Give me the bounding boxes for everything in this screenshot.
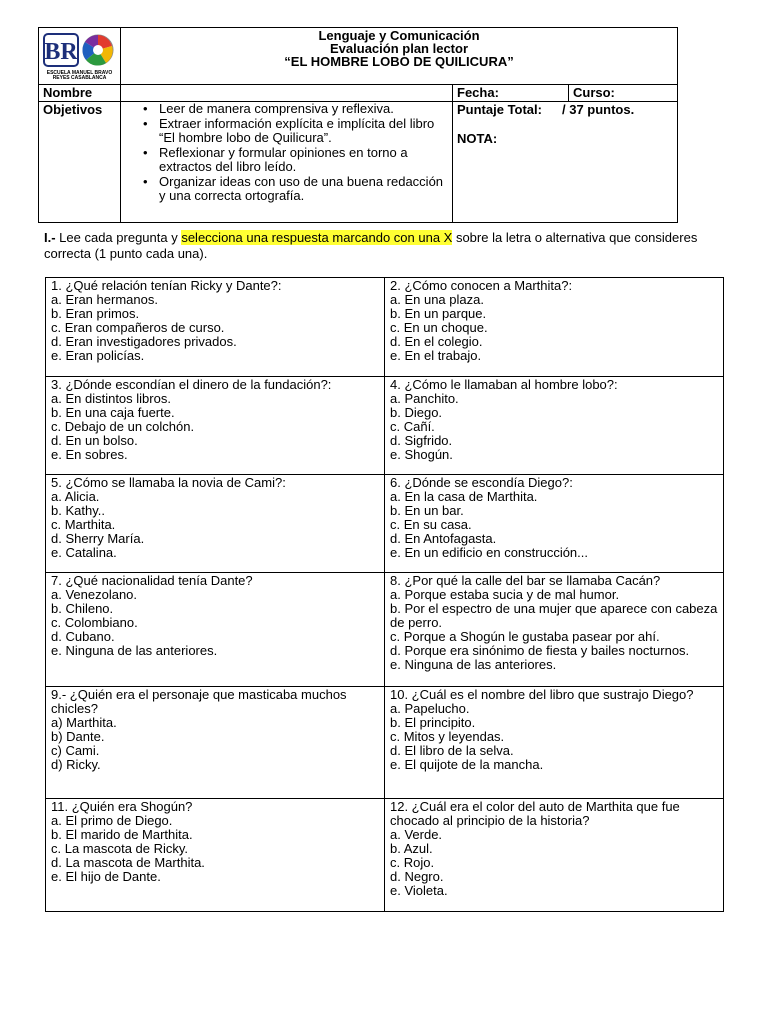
question-text: 12. ¿Cuál era el color del auto de Marthita que fue chocado al principio de la historia? (390, 799, 680, 828)
answer-option[interactable]: c. Rojo. (390, 855, 435, 870)
answer-option[interactable]: d. El libro de la selva. (390, 743, 514, 758)
answer-option[interactable]: e. Shogún. (390, 447, 453, 462)
answer-option[interactable]: b. Diego. (390, 405, 443, 420)
answer-option[interactable]: c. Eran compañeros de curso. (51, 320, 225, 335)
answer-option[interactable]: b) Dante. (51, 729, 105, 744)
answer-option[interactable]: c. Mitos y leyendas. (390, 729, 505, 744)
question-cell (385, 687, 724, 799)
answer-option[interactable]: d. Sigfrido. (390, 433, 453, 448)
instructions-highlight: selecciona una respuesta marcando con una X (181, 230, 453, 245)
answer-option[interactable]: b. Eran primos. (51, 306, 140, 321)
answer-option[interactable]: b. En una caja fuerte. (51, 405, 175, 420)
answer-option[interactable]: b. El principito. (390, 715, 476, 730)
objectives-list (125, 102, 448, 204)
answer-option[interactable]: d. Cubano. (51, 629, 115, 644)
question-cell (385, 475, 724, 573)
answer-option[interactable]: a. En una plaza. (390, 292, 484, 307)
question-cell (46, 687, 385, 799)
question-row (46, 377, 724, 475)
question-cell (46, 278, 385, 377)
answer-option[interactable]: b. En un bar. (390, 503, 464, 518)
answer-option[interactable]: b. Chileno. (51, 601, 114, 616)
question-cell (46, 475, 385, 573)
instructions-lead: I.- (44, 230, 56, 245)
title-line-2: Evaluación plan lector (330, 41, 469, 56)
title-line-3: “EL HOMBRE LOBO DE QUILICURA” (284, 54, 514, 69)
school-name: ESCUELA MANUEL BRAVO REYES CASABLANCA (46, 70, 113, 81)
answer-option[interactable]: e. Eran policías. (51, 348, 145, 363)
instructions (44, 230, 734, 262)
answer-option[interactable]: e. Ninguna de las anteriores. (390, 657, 557, 672)
question-text: 8. ¿Por qué la calle del bar se llamaba Cacán? (390, 573, 661, 588)
question-cell (385, 799, 724, 912)
question-row (46, 687, 724, 799)
curso-field[interactable]: Curso: (569, 85, 678, 102)
answer-option[interactable]: a. En distintos libros. (51, 391, 171, 406)
answer-option[interactable]: d. Negro. (390, 869, 444, 884)
title-line-1: Lenguaje y Comunicación (318, 28, 480, 43)
answer-option[interactable]: b. Kathy.. (51, 503, 105, 518)
header-table (38, 27, 678, 223)
question-cell (385, 377, 724, 475)
answer-option[interactable]: a. Porque estaba sucia y de mal humor. (390, 587, 620, 602)
question-cell (46, 799, 385, 912)
question-cell (46, 377, 385, 475)
question-text: 7. ¿Qué nacionalidad tenía Dante? (51, 573, 253, 588)
answer-option[interactable]: d. En el colegio. (390, 334, 483, 349)
answer-option[interactable]: c) Cami. (51, 743, 100, 758)
answer-option[interactable]: e. En un edificio en construcción... (390, 545, 589, 560)
answer-option[interactable]: a. Venezolano. (51, 587, 138, 602)
nota-field[interactable]: NOTA: (457, 131, 498, 146)
answer-option[interactable]: c. Debajo de un colchón. (51, 419, 195, 434)
answer-option[interactable]: e. En el trabajo. (390, 348, 482, 363)
question-row (46, 475, 724, 573)
answer-option[interactable]: a) Marthita. (51, 715, 117, 730)
nombre-field[interactable] (121, 85, 453, 102)
answer-option[interactable]: a. Verde. (390, 827, 443, 842)
question-cell (385, 278, 724, 377)
answer-option[interactable]: b. El marido de Marthita. (51, 827, 193, 842)
question-row (46, 278, 724, 377)
svg-text:BR: BR (43, 39, 78, 65)
question-row (46, 799, 724, 912)
answer-option[interactable]: e. En sobres. (51, 447, 128, 462)
school-logo (42, 32, 118, 68)
question-text: 3. ¿Dónde escondían el dinero de la fundación?: (51, 377, 332, 392)
instructions-text-end: sobre la letra o alternativa que consideres correcta (1 punto cada una). (44, 230, 698, 261)
answer-option[interactable]: c. En un choque. (390, 320, 488, 335)
answer-option[interactable]: d. Porque era sinónimo de fiesta y bailes nocturnos. (390, 643, 690, 658)
answer-option[interactable]: e. Violeta. (390, 883, 448, 898)
answer-option[interactable]: c. Marthita. (51, 517, 116, 532)
question-cell (46, 573, 385, 687)
question-cell (385, 573, 724, 687)
question-text: 10. ¿Cuál es el nombre del libro que sustrajo Diego? (390, 687, 694, 702)
questions-table (45, 277, 724, 912)
answer-option[interactable]: d. Eran investigadores privados. (51, 334, 237, 349)
answer-option[interactable]: c. En su casa. (390, 517, 472, 532)
answer-option[interactable]: e. El hijo de Dante. (51, 869, 161, 884)
answer-option[interactable]: c. Cañí. (390, 419, 435, 434)
answer-option[interactable]: a. Eran hermanos. (51, 292, 158, 307)
answer-option[interactable]: d. En Antofagasta. (390, 531, 497, 546)
answer-option[interactable]: b. Azul. (390, 841, 433, 856)
answer-option[interactable]: b. En un parque. (390, 306, 487, 321)
question-text: 1. ¿Qué relación tenían Ricky y Dante?: (51, 278, 282, 293)
objective-item: • Organizar ideas con uso de una buena redacción y una correcta ortografía. (145, 175, 448, 204)
objective-item: • Reflexionar y formular opiniones en torno a extractos del libro leído. (145, 146, 448, 175)
answer-option[interactable]: d. Sherry María. (51, 531, 145, 546)
question-text: 4. ¿Cómo le llamaban al hombre lobo?: (390, 377, 618, 392)
answer-option[interactable]: a. Papelucho. (390, 701, 470, 716)
score-cell (453, 102, 678, 223)
answer-option[interactable]: e. Ninguna de las anteriores. (51, 643, 218, 658)
answer-option[interactable]: a. El primo de Diego. (51, 813, 173, 828)
answer-option[interactable]: c. Colombiano. (51, 615, 138, 630)
answer-option[interactable]: a. En la casa de Marthita. (390, 489, 538, 504)
question-row (46, 573, 724, 687)
answer-option[interactable]: a. Panchito. (390, 391, 459, 406)
question-text: 2. ¿Cómo conocen a Marthita?: (390, 278, 573, 293)
answer-option[interactable]: e. Catalina. (51, 545, 117, 560)
answer-option[interactable]: b. Por el espectro de una mujer que aparece con cabeza de perro. (390, 601, 718, 630)
answer-option[interactable]: e. El quijote de la mancha. (390, 757, 544, 772)
page-title (121, 28, 678, 85)
instructions-text: Lee cada pregunta y (55, 230, 182, 245)
fecha-field[interactable]: Fecha: (453, 85, 569, 102)
objetivos-label: Objetivos (39, 102, 121, 223)
answer-option[interactable]: a. Alicia. (51, 489, 100, 504)
answer-option[interactable]: c. Porque a Shogún le gustaba pasear por ahí. (390, 629, 660, 644)
objective-item: • Extraer información explícita e implícita del libro “El hombre lobo de Quilicura”. (145, 117, 448, 146)
objectives-cell (121, 102, 453, 223)
puntaje-value: / 37 puntos. (561, 102, 635, 117)
answer-option[interactable]: d) Ricky. (51, 757, 101, 772)
logo-cell (39, 28, 121, 85)
question-text: 6. ¿Dónde se escondía Diego?: (390, 475, 573, 490)
answer-option[interactable]: c. La mascota de Ricky. (51, 841, 189, 856)
answer-option[interactable]: d. En un bolso. (51, 433, 138, 448)
answer-option[interactable]: d. La mascota de Marthita. (51, 855, 205, 870)
objective-item: • Leer de manera comprensiva y reflexiva. (145, 102, 448, 117)
question-text: 11. ¿Quién era Shogún? (51, 799, 193, 814)
nombre-label: Nombre (39, 85, 121, 102)
question-text: 9.- ¿Quién era el personaje que masticaba muchos chicles? (51, 687, 347, 716)
puntaje-label: Puntaje Total: (457, 102, 542, 117)
question-text: 5. ¿Cómo se llamaba la novia de Cami?: (51, 475, 286, 490)
